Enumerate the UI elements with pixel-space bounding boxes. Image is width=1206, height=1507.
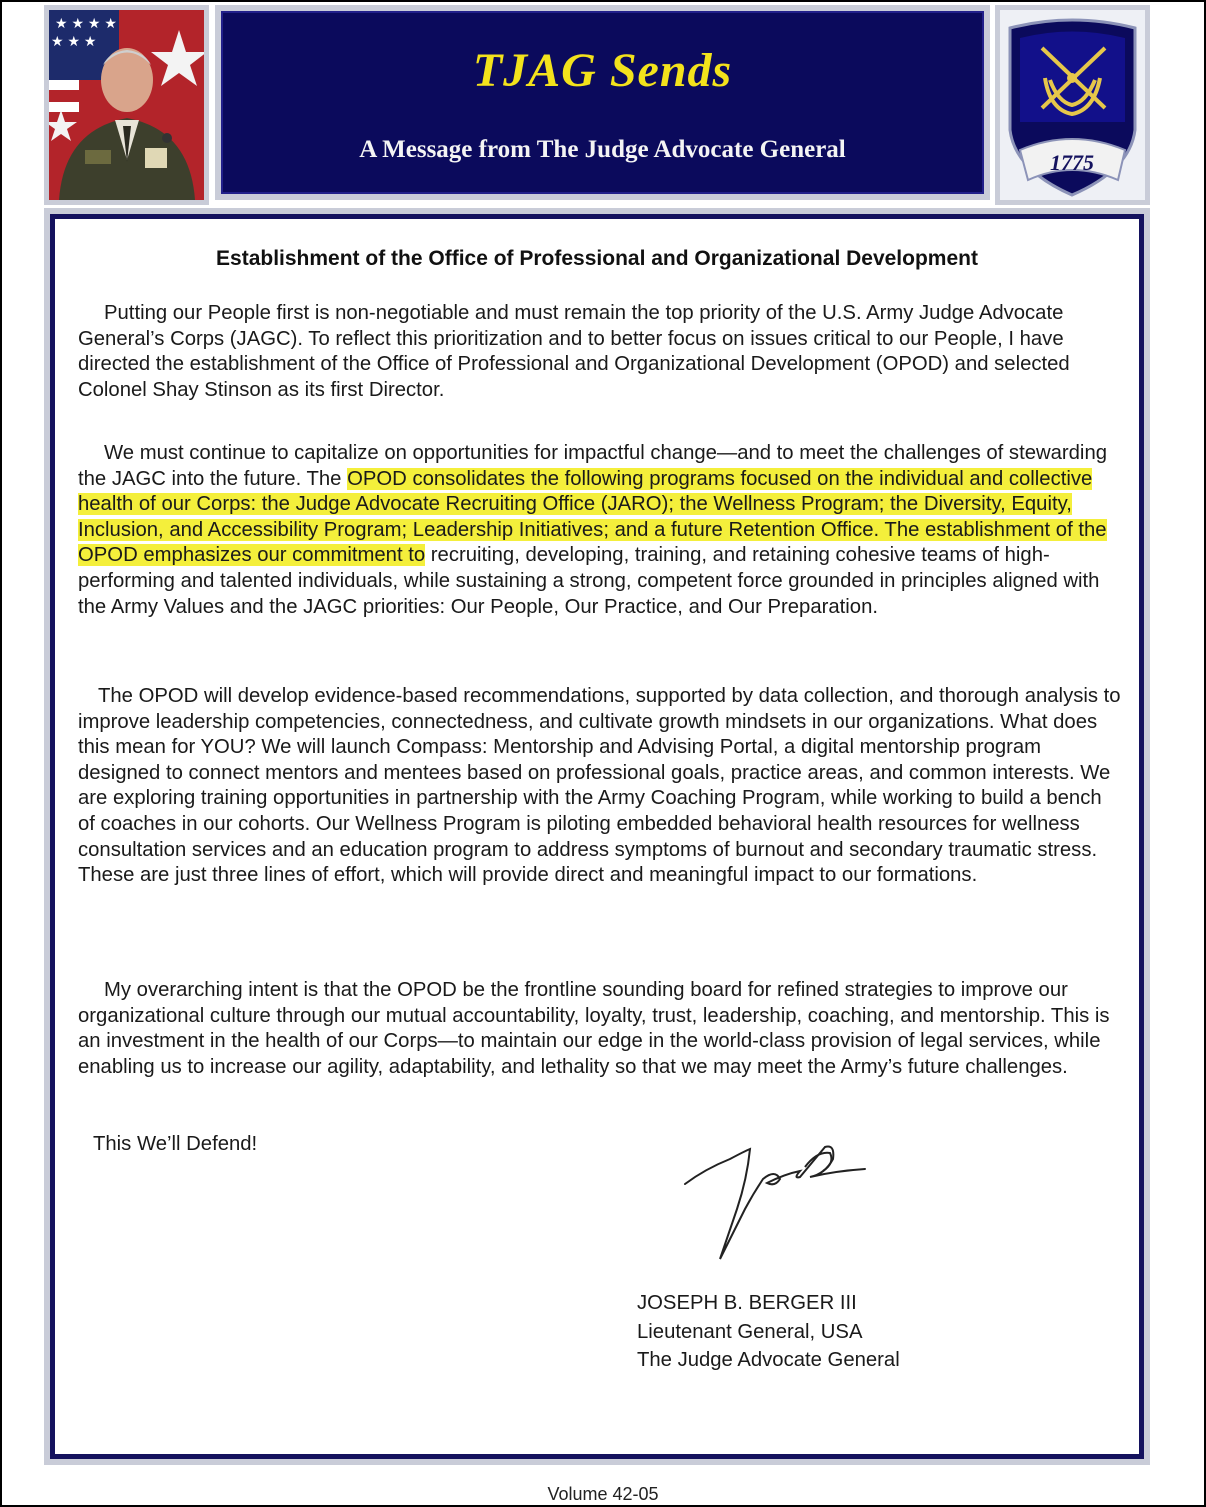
insignia-year: 1775 (1050, 150, 1094, 175)
paragraph-4: My overarching intent is that the OPOD be the frontline sounding board for refined strategies to improve our organizational culture through our mutual accountability, loyalty, trust, leadership, coaching, and mentorship. This is an investment in the health of our Corps—to maintain our edge in the world-class provision of legal services, while enabling us to increase our agility, adaptability, and lethality so that we may meet the Army’s future challenges. (78, 979, 1110, 1078)
paragraph-3: The OPOD will develop evidence-based recommendations, supported by data collection, and thorough analysis to improve leadership competencies, connectedness, and cultivate growth mindsets in our organizations. What does this mean for YOU? We will launch Compass: Mentorship and Advising Portal, a digital mentorship program designed to connect mentors and mentees based on professional goals, practice areas, and common interests. We are exploring training opportunities in partnership with the Army Coaching Program, while working to build a bench of coaches in our cohorts. Our Wellness Program is piloting embedded behavioral health resources for wellness consultation services and an education program to address symptoms of burnout and secondary traumatic stress. These are just three lines of effort, which will provide direct and meaningful impact to our formations. (78, 685, 1121, 887)
paragraph-2-end: recruiting, developing, training, and retaining cohesive teams of high-performing and talented individuals, while sustaining a strong, competent force grounded in principles aligned with the Army Values and the JAGC priorities: Our People, Our Practice, and Our Preparation. (78, 544, 1100, 618)
letter-card (44, 208, 1150, 1465)
document-title: Establishment of the Office of Professional and Organizational Development (216, 247, 978, 270)
signer-name: JOSEPH B. BERGER III (637, 1292, 857, 1314)
paragraph-1: Putting our People first is non-negotiable and must remain the top priority of the U.S. Army Judge Advocate General’s Corps (JAGC). To reflect this prioritization and to better focus on issues critical to our People, I have directed the establishment of the Office of Professional and Organizational Development (OPOD) and selected Colonel Shay Stinson as its first Director. (78, 302, 1070, 401)
banner-subtitle: A Message from The Judge Advocate General (359, 136, 846, 163)
signer-rank: Lieutenant General, USA (637, 1320, 863, 1343)
volume-number: Volume 42-05 (547, 1484, 659, 1504)
portrait-photo (44, 5, 209, 205)
paragraph-2 (78, 441, 1123, 620)
header-banner (215, 5, 990, 200)
svg-text:★ ★ ★ ★: ★ ★ ★ ★ (55, 15, 117, 31)
paragraph-2-start: We must continue to capitalize on opportunities for impactful change—and to meet the challenges of stewarding the JAGC into the future. The (78, 442, 1108, 490)
highlighted-text: OPOD consolidates the following programs focused on the individual and collective health of our Corps: the Judge Advocate Recruiting Office (JARO); the Wellness Program; the Diversity, Equity, Inclusion, and Accessibility Program; Leadership Initiatives; and a future Retention Office. The establishment of the OPOD emphasizes our commitment to (78, 467, 1107, 567)
banner-title: TJAG Sends (472, 44, 733, 97)
jag-corps-insignia (995, 5, 1150, 205)
signature-icon (675, 1139, 885, 1269)
signature-block (637, 1289, 900, 1375)
signer-title: The Judge Advocate General (637, 1349, 900, 1371)
portrait-image (49, 10, 204, 200)
closing-motto: This We’ll Defend! (93, 1133, 258, 1155)
svg-text:★ ★ ★: ★ ★ ★ (51, 33, 97, 49)
insignia-shield-icon (1000, 10, 1145, 200)
